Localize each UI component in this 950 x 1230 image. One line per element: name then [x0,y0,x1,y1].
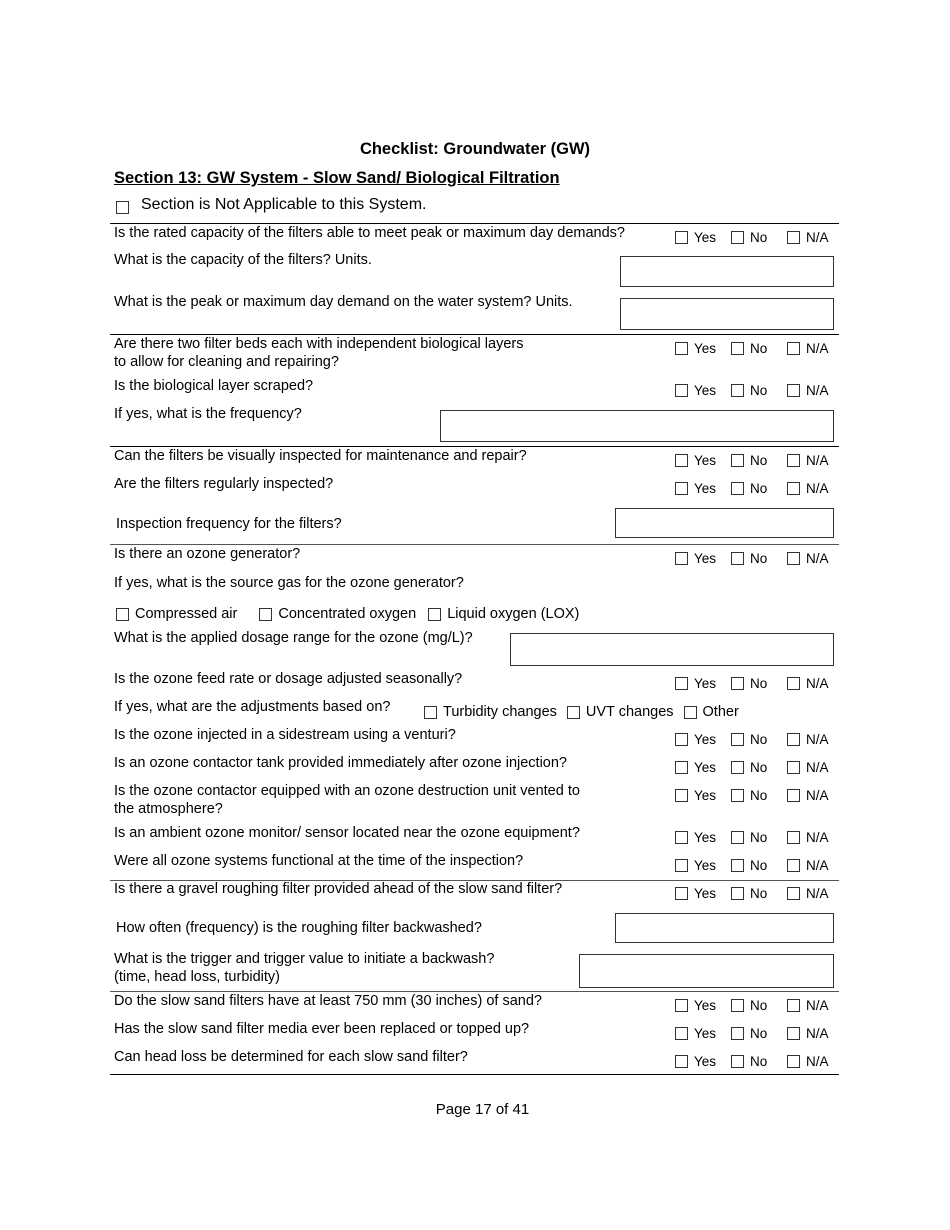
question-inspection-frequency: Inspection frequency for the filters? [116,516,342,532]
divider [110,223,839,224]
answer-ozone-functional [675,858,845,876]
backwash-trigger-field[interactable] [579,954,834,988]
inspection-frequency-field[interactable] [615,508,834,538]
na-label: N/A [806,858,829,873]
na-checkbox[interactable] [787,1027,800,1040]
divider [110,446,839,447]
answer-visual-inspection [675,453,845,471]
yes-label: Yes [694,830,717,845]
answer-ozone-generator [675,551,845,569]
no-checkbox[interactable] [731,999,744,1012]
na-label: N/A [806,383,829,398]
not-applicable-checkbox[interactable] [116,201,129,214]
question-seasonal-adjustment: Is the ozone feed rate or dosage adjusted seasonally? [114,671,463,687]
na-label: N/A [806,760,829,775]
question-ozone-functional: Were all ozone systems functional at the time of the inspection? [114,853,524,869]
answer-layer-scraped [675,383,845,401]
no-label: No [750,732,768,747]
divider [110,544,839,545]
yes-label: Yes [694,1054,717,1069]
not-applicable-label: Section is Not Applicable to this System. [141,196,427,213]
na-label: N/A [806,481,829,496]
compressed-air-label: Compressed air [135,606,238,622]
question-two-filter-beds-cont: to allow for cleaning and repairing? [114,354,339,370]
yes-label: Yes [694,886,717,901]
divider [110,991,839,992]
yes-label: Yes [694,732,717,747]
na-label: N/A [806,230,829,245]
question-media-replaced: Has the slow sand filter media ever been replaced or topped up? [114,1021,530,1037]
question-ambient-monitor: Is an ambient ozone monitor/ sensor located near the ozone equipment? [114,825,580,841]
no-checkbox[interactable] [731,887,744,900]
no-label: No [750,383,768,398]
yes-checkbox[interactable] [675,761,688,774]
answer-ambient-monitor [675,830,845,848]
no-label: No [750,760,768,775]
no-checkbox[interactable] [731,482,744,495]
no-label: No [750,230,768,245]
question-backwash-trigger-cont: (time, head loss, turbidity) [114,969,281,985]
na-checkbox[interactable] [787,999,800,1012]
section-heading: Section 13: GW System - Slow Sand/ Biological Filtration [114,169,560,187]
page-title: Checklist: Groundwater (GW) [359,140,591,158]
uvt-changes-label: UVT changes [585,704,674,720]
na-label: N/A [806,830,829,845]
peak-demand-field[interactable] [620,298,834,330]
question-backwash-frequency: How often (frequency) is the roughing filter backwashed? [116,920,482,936]
question-contactor-tank: Is an ozone contactor tank provided immediately after ozone injection? [114,755,567,771]
na-label: N/A [806,886,829,901]
na-label: N/A [806,732,829,747]
na-label: N/A [806,453,829,468]
na-checkbox[interactable] [787,342,800,355]
na-label: N/A [806,676,829,691]
no-checkbox[interactable] [731,733,744,746]
no-checkbox[interactable] [731,761,744,774]
question-sidestream-venturi: Is the ozone injected in a sidestream using a venturi? [114,727,456,743]
yes-checkbox[interactable] [675,342,688,355]
question-two-filter-beds: Are there two filter beds each with independent biological layers [114,336,524,352]
na-label: N/A [806,1054,829,1069]
turbidity-changes-checkbox[interactable] [424,706,437,719]
yes-checkbox[interactable] [675,733,688,746]
filter-capacity-field[interactable] [620,256,834,287]
question-layer-scraped: Is the biological layer scraped? [114,378,314,394]
na-label: N/A [806,341,829,356]
yes-label: Yes [694,676,717,691]
no-label: No [750,676,768,691]
answer-roughing-filter [675,886,845,904]
question-regularly-inspected: Are the filters regularly inspected? [114,476,334,492]
no-checkbox[interactable] [731,1027,744,1040]
no-checkbox[interactable] [731,831,744,844]
question-roughing-filter: Is there a gravel roughing filter provided ahead of the slow sand filter? [114,881,563,897]
no-label: No [750,998,768,1013]
na-label: N/A [806,1026,829,1041]
question-rated-capacity: Is the rated capacity of the filters able to meet peak or maximum day demands? [114,225,625,241]
no-checkbox[interactable] [731,1055,744,1068]
question-filter-capacity: What is the capacity of the filters? Units. [114,252,372,268]
yes-label: Yes [694,788,717,803]
no-checkbox[interactable] [731,552,744,565]
na-checkbox[interactable] [787,789,800,802]
divider [110,334,839,335]
na-checkbox[interactable] [787,859,800,872]
na-checkbox[interactable] [787,887,800,900]
no-checkbox[interactable] [731,789,744,802]
yes-checkbox[interactable] [675,789,688,802]
concentrated-oxygen-checkbox[interactable] [259,608,272,621]
na-checkbox[interactable] [787,384,800,397]
na-checkbox[interactable] [787,1055,800,1068]
na-label: N/A [806,998,829,1013]
yes-checkbox[interactable] [675,1027,688,1040]
answer-rated-capacity [675,230,845,248]
yes-checkbox[interactable] [675,384,688,397]
yes-label: Yes [694,1026,717,1041]
na-checkbox[interactable] [787,231,800,244]
answer-media-replaced [675,1026,845,1044]
no-label: No [750,551,768,566]
na-checkbox[interactable] [787,482,800,495]
yes-checkbox[interactable] [675,677,688,690]
no-label: No [750,481,768,496]
question-adjustment-basis: If yes, what are the adjustments based on? [114,699,391,715]
no-label: No [750,453,768,468]
na-checkbox[interactable] [787,677,800,690]
yes-checkbox[interactable] [675,999,688,1012]
yes-label: Yes [694,760,717,775]
yes-label: Yes [694,453,717,468]
question-ozone-dosage: What is the applied dosage range for the ozone (mg/L)? [114,630,473,646]
compressed-air-checkbox[interactable] [116,608,129,621]
na-checkbox[interactable] [787,761,800,774]
no-label: No [750,1026,768,1041]
na-checkbox[interactable] [787,454,800,467]
yes-checkbox[interactable] [675,482,688,495]
no-label: No [750,858,768,873]
answer-sidestream-venturi [675,732,845,750]
backwash-frequency-field[interactable] [615,913,834,943]
question-destruction-unit: Is the ozone contactor equipped with an ozone destruction unit vented to [114,783,580,799]
uvt-changes-checkbox[interactable] [567,706,580,719]
yes-label: Yes [694,551,717,566]
page-number: Page 17 of 41 [435,1101,530,1118]
yes-label: Yes [694,341,717,356]
no-checkbox[interactable] [731,384,744,397]
yes-label: Yes [694,998,717,1013]
question-visual-inspection: Can the filters be visually inspected for maintenance and repair? [114,448,527,464]
no-checkbox[interactable] [731,342,744,355]
yes-label: Yes [694,230,717,245]
question-destruction-unit-cont: the atmosphere? [114,801,223,817]
no-label: No [750,830,768,845]
question-scrape-frequency: If yes, what is the frequency? [114,406,302,422]
question-peak-demand: What is the peak or maximum day demand on the water system? Units. [114,294,573,310]
question-backwash-trigger: What is the trigger and trigger value to initiate a backwash? [114,951,495,967]
ozone-dosage-field[interactable] [510,633,834,666]
question-source-gas: If yes, what is the source gas for the ozone generator? [114,575,464,591]
no-label: No [750,788,768,803]
question-ozone-generator: Is there an ozone generator? [114,546,301,562]
yes-checkbox[interactable] [675,887,688,900]
answer-two-filter-beds [675,341,845,359]
na-label: N/A [806,551,829,566]
other-label: Other [702,704,739,720]
no-label: No [750,341,768,356]
other-checkbox[interactable] [684,706,697,719]
na-checkbox[interactable] [787,552,800,565]
no-checkbox[interactable] [731,231,744,244]
question-head-loss: Can head loss be determined for each slow sand filter? [114,1049,468,1065]
yes-checkbox[interactable] [675,454,688,467]
no-label: No [750,1054,768,1069]
concentrated-oxygen-label: Concentrated oxygen [278,606,417,622]
na-label: N/A [806,788,829,803]
answer-head-loss [675,1054,845,1072]
yes-checkbox[interactable] [675,231,688,244]
liquid-oxygen-label: Liquid oxygen (LOX) [447,606,580,622]
no-label: No [750,886,768,901]
yes-label: Yes [694,481,717,496]
answer-regularly-inspected [675,481,845,499]
scrape-frequency-field[interactable] [440,410,834,442]
no-checkbox[interactable] [731,859,744,872]
adjustment-options [424,704,755,720]
yes-checkbox[interactable] [675,831,688,844]
yes-checkbox[interactable] [675,1055,688,1068]
not-applicable-row [116,196,426,214]
na-checkbox[interactable] [787,733,800,746]
answer-seasonal-adjustment [675,676,845,694]
answer-sand-depth [675,998,845,1016]
question-sand-depth: Do the slow sand filters have at least 750 mm (30 inches) of sand? [114,993,542,1009]
divider [110,1074,839,1075]
yes-checkbox[interactable] [675,552,688,565]
answer-contactor-tank [675,760,845,778]
turbidity-changes-label: Turbidity changes [443,704,557,720]
no-checkbox[interactable] [731,677,744,690]
no-checkbox[interactable] [731,454,744,467]
answer-destruction-unit [675,788,845,806]
yes-label: Yes [694,858,717,873]
source-gas-options [116,606,595,622]
liquid-oxygen-checkbox[interactable] [428,608,441,621]
yes-label: Yes [694,383,717,398]
yes-checkbox[interactable] [675,859,688,872]
na-checkbox[interactable] [787,831,800,844]
